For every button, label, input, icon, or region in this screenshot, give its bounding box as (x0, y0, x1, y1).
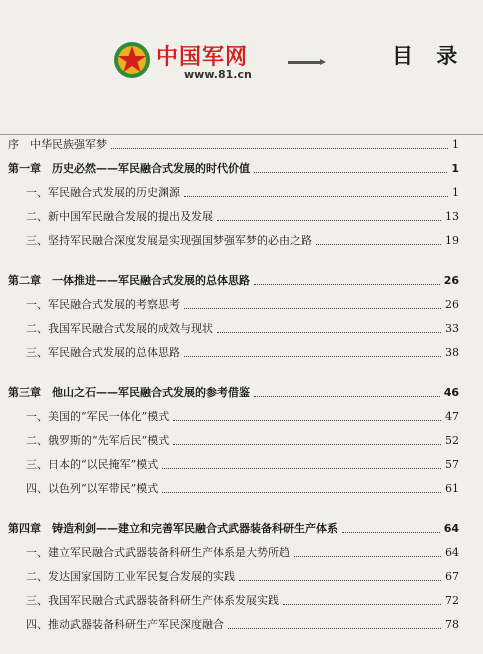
toc-entry-label: 三、军民融合式发展的总体思路 (26, 346, 180, 359)
leader-dots (184, 356, 441, 357)
toc-section[interactable] (0, 408, 483, 426)
toc-page-number: 26 (443, 274, 459, 287)
leader-dots (254, 396, 440, 397)
toc-page-number: 78 (445, 618, 459, 631)
toc-section[interactable] (0, 232, 483, 250)
leader-dots (294, 556, 441, 557)
toc-page-number: 67 (445, 570, 459, 583)
toc-entry-label: 一、建立军民融合式武器装备科研生产体系是大势所趋 (26, 546, 290, 559)
toc-page-number: 47 (445, 410, 459, 423)
leader-dots (254, 172, 447, 173)
toc-section[interactable] (0, 616, 483, 634)
army-emblem-icon (112, 40, 152, 80)
toc-page-number: 64 (443, 522, 459, 535)
toc-section[interactable] (0, 592, 483, 610)
toc-section[interactable] (0, 184, 483, 202)
leader-dots (217, 332, 441, 333)
leader-dots (162, 468, 441, 469)
leader-dots (162, 492, 441, 493)
decorative-line (288, 61, 320, 64)
leader-dots (184, 308, 441, 309)
toc-entry-label: 四、推动武器装备科研生产军民深度融合 (26, 618, 224, 631)
toc-entry-label: 二、俄罗斯的“先军后民”模式 (26, 434, 170, 447)
page-title: 目 录 (392, 43, 466, 68)
leader-dots (173, 444, 441, 445)
leader-dots (217, 220, 441, 221)
logo-title: 中国军网 (156, 45, 249, 70)
toc-chapter[interactable] (0, 520, 483, 538)
toc-entry-label: 一、军民融合式发展的考察思考 (26, 298, 180, 311)
toc-entry-label: 一、军民融合式发展的历史渊源 (26, 186, 180, 199)
toc-page-number: 57 (445, 458, 459, 471)
toc-entry-label: 第四章 铸造利剑——建立和完善军民融合式武器装备科研生产体系 (8, 522, 338, 535)
toc-page-number: 26 (445, 298, 459, 311)
toc-section[interactable] (0, 456, 483, 474)
toc-page-number: 13 (445, 210, 459, 223)
leader-dots (173, 420, 441, 421)
toc-page-number: 72 (445, 594, 459, 607)
toc-section[interactable] (0, 432, 483, 450)
toc-section[interactable] (0, 344, 483, 362)
leader-dots (111, 148, 448, 149)
leader-dots (283, 604, 441, 605)
toc-section[interactable] (0, 320, 483, 338)
logo-url[interactable]: www.81.cn (184, 68, 252, 81)
divider (0, 134, 483, 135)
site-logo[interactable] (108, 36, 268, 88)
toc-chapter[interactable] (0, 160, 483, 178)
toc-entry-label: 二、新中国军民融合发展的提出及发展 (26, 210, 213, 223)
toc-entry-label: 二、我国军民融合式发展的成效与现状 (26, 322, 213, 335)
toc-entry-label: 二、发达国家国防工业军民复合发展的实践 (26, 570, 235, 583)
toc-page-number: 64 (445, 546, 459, 559)
toc-page-number: 1 (452, 138, 459, 151)
toc-section[interactable] (0, 544, 483, 562)
toc-entry-label: 三、我国军民融合式武器装备科研生产体系发展实践 (26, 594, 279, 607)
toc-entry-label: 四、以色列“以军带民”模式 (26, 482, 159, 495)
toc-entry-label: 第一章 历史必然——军民融合式发展的时代价值 (8, 162, 250, 175)
toc-entry-label: 三、日本的“以民掩军”模式 (26, 458, 159, 471)
toc-entry-label: 第三章 他山之石——军民融合式发展的参考借鉴 (8, 386, 250, 399)
toc-page-number: 61 (445, 482, 459, 495)
leader-dots (184, 196, 448, 197)
toc-page-number: 19 (445, 234, 459, 247)
toc-page-number: 1 (451, 162, 459, 175)
toc-chapter[interactable] (0, 384, 483, 402)
toc-page-number: 33 (445, 322, 459, 335)
toc-page-number: 52 (445, 434, 459, 447)
toc-section[interactable] (0, 480, 483, 498)
leader-dots (342, 532, 440, 533)
toc-entry-label: 序 中华民族强军梦 (8, 138, 107, 151)
leader-dots (239, 580, 441, 581)
leader-dots (228, 628, 441, 629)
toc-entry-label: 一、美国的“军民一体化”模式 (26, 410, 170, 423)
leader-dots (316, 244, 441, 245)
toc-entry-label: 第二章 一体推进——军民融合式发展的总体思路 (8, 274, 250, 287)
toc-chapter[interactable] (0, 272, 483, 290)
toc-page-number: 38 (445, 346, 459, 359)
toc-page-number: 1 (452, 186, 459, 199)
leader-dots (254, 284, 440, 285)
toc-page-number: 46 (443, 386, 459, 399)
toc-section[interactable] (0, 296, 483, 314)
toc-section[interactable] (0, 568, 483, 586)
toc-preface[interactable] (0, 136, 483, 154)
toc-section[interactable] (0, 208, 483, 226)
toc-entry-label: 三、坚持军民融合深度发展是实现强国梦强军梦的必由之路 (26, 234, 312, 247)
